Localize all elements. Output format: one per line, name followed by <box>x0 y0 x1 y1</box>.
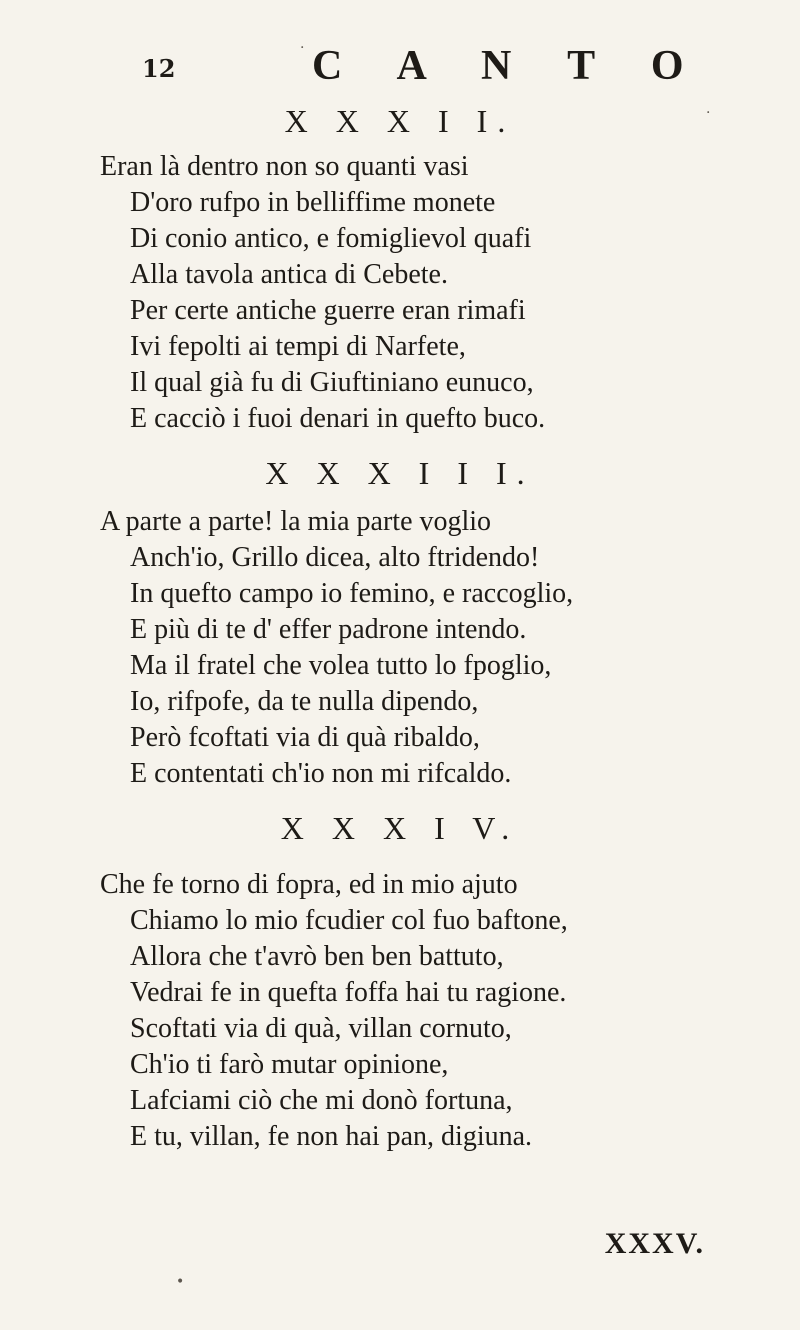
stanza-number: X X X I V. <box>280 810 520 846</box>
verse-line: Ivi fepolti ai tempi di Narfete, <box>130 331 466 362</box>
verse-line: Allora che t'avrò ben ben battuto, <box>130 941 504 972</box>
stanza-number: X X X I I. <box>284 103 516 139</box>
stanza-number: X X X I I I. <box>265 455 535 491</box>
verse-line: Il qual già fu di Giuftiniano eunuco, <box>130 367 534 398</box>
ink-speck: · <box>706 105 711 121</box>
verse-line: In quefto campo io femino, e raccoglio, <box>130 578 574 609</box>
ink-speck: • <box>176 1274 185 1290</box>
verse-line: E cacciò i fuoi denari in quefto buco. <box>130 403 546 434</box>
verse-line: D'oro rufpo in belliffime monete <box>130 187 496 218</box>
verse-line: Chiamo lo mio fcudier col fuo baftone, <box>130 905 568 936</box>
verse-line: Vedrai fe in quefta foffa hai tu ragione. <box>130 977 567 1008</box>
ink-speck: · <box>300 40 305 56</box>
page-header <box>0 42 800 92</box>
verse-line: E più di te d' effer padrone intendo. <box>130 614 527 645</box>
catchword: XXXV. <box>604 1227 705 1260</box>
verse-line: E tu, villan, fe non hai pan, digiuna. <box>130 1121 533 1152</box>
verse-line: Eran là dentro non so quanti vasi <box>100 151 469 182</box>
verse-line: Lafciami ciò che mi donò fortuna, <box>130 1085 513 1116</box>
verse-line: E contentati ch'io non mi rifcaldo. <box>130 758 512 789</box>
verse-line: A parte a parte! la mia parte voglio <box>100 506 492 537</box>
verse-line: Scoftati via di quà, villan cornuto, <box>130 1013 512 1044</box>
canto-heading: C A N T O <box>312 43 707 89</box>
verse-line: Anch'io, Grillo dicea, alto ftridendo! <box>130 542 540 573</box>
verse-line: Per certe antiche guerre eran rimafi <box>130 295 526 326</box>
verse-line: Che fe torno di fopra, ed in mio ajuto <box>100 869 518 900</box>
verse-line: Però fcoftati via di quà ribaldo, <box>130 722 480 753</box>
verse-line: Alla tavola antica di Cebete. <box>130 259 448 290</box>
page-number: 12 <box>142 54 176 83</box>
verse-line: Di conio antico, e fomiglievol quafi <box>130 223 532 254</box>
verse-line: Io, rifpofe, da te nulla dipendo, <box>130 686 479 717</box>
verse-line: Ma il fratel che volea tutto lo fpoglio, <box>130 650 552 681</box>
verse-line: Ch'io ti farò mutar opinione, <box>130 1049 449 1080</box>
